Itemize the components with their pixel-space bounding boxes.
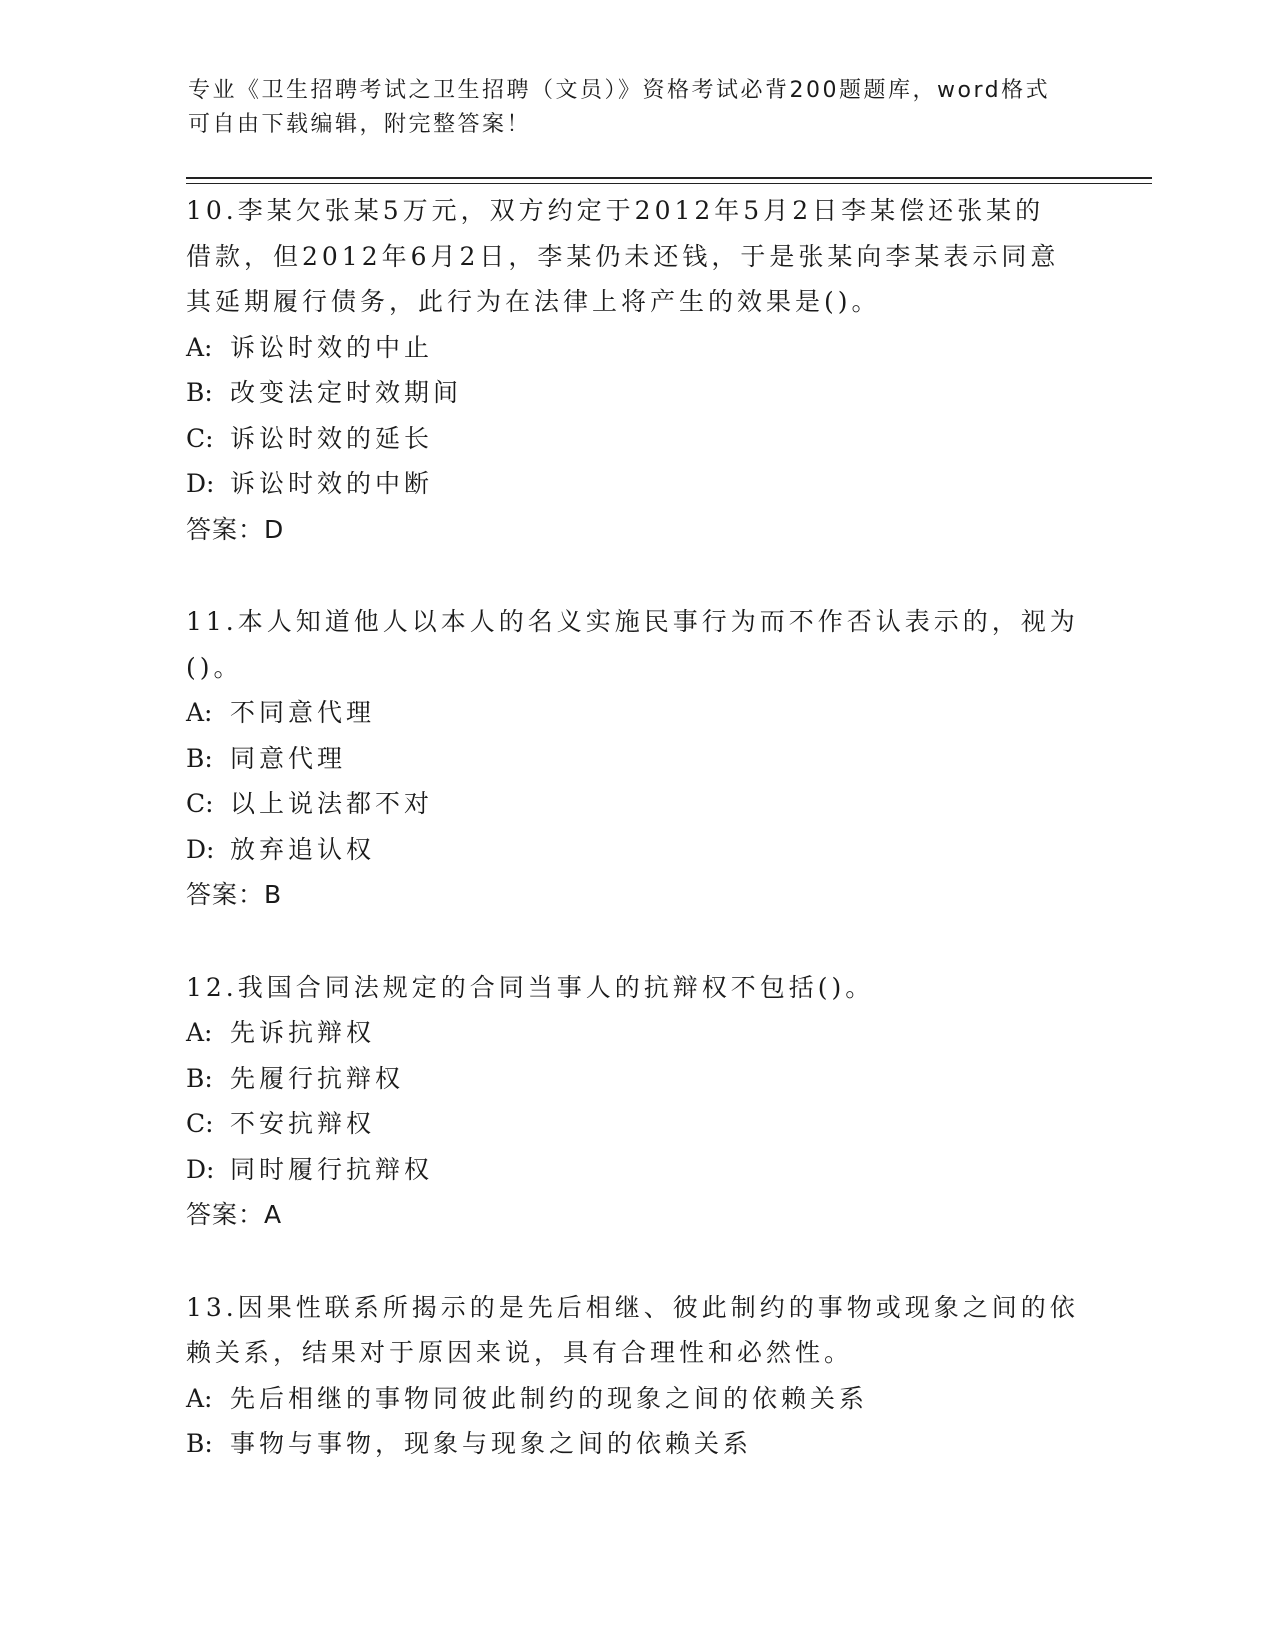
document-header [188,74,1068,142]
option-text: 同时履行抗辩权 [230,1154,434,1184]
option-letter: D: [186,469,215,498]
question-stem-line: ()。 [186,652,243,682]
option-b [186,736,1086,782]
question-stem-line: 借款，但2012年6月2日，李某仍未还钱，于是张某向李某表示同意 [186,241,1060,271]
question-stem-line: 10.李某欠张某5万元，双方约定于2012年5月2日李某偿还张某的 [186,196,1045,225]
header-line-1: 专业《卫生招聘考试之卫生招聘（文员）》资格考试必背200题题库，word格式 [188,78,1051,103]
question-stem-line: 13.因果性联系所揭示的是先后相继、彼此制约的事物或现象之间的依 [186,1292,1079,1322]
option-a [186,325,1086,371]
option-letter: C: [186,1109,214,1138]
option-text: 诉讼时效的中断 [230,469,434,498]
option-letter: A: [186,332,213,362]
option-d [186,461,1086,507]
option-text: 以上说法都不对 [230,789,434,818]
header-line-2: 可自由下载编辑，附完整答案！ [188,112,532,137]
question-12 [186,965,1086,1238]
option-text: 诉讼时效的延长 [230,423,434,453]
option-letter: C: [186,423,214,453]
option-c [186,416,1086,462]
option-a [186,1010,1086,1056]
option-letter: A: [186,1383,213,1413]
question-spacer [186,1238,1086,1285]
option-text: 放弃追认权 [230,834,376,864]
header-rule-thick [186,177,1152,179]
option-d [186,1147,1086,1193]
question-13 [186,1285,1086,1467]
option-b [186,370,1086,416]
option-letter: B: [186,1429,213,1458]
option-b [186,1056,1086,1102]
option-a [186,1376,1086,1422]
question-11 [186,599,1086,918]
option-text: 不安抗辩权 [230,1109,376,1138]
question-stem-line: 12.我国合同法规定的合同当事人的抗辩权不包括()。 [186,972,875,1002]
option-letter: B: [186,378,213,407]
answer-line: 答案：A [186,1200,283,1229]
option-text: 改变法定时效期间 [230,378,463,407]
option-letter: B: [186,743,213,773]
option-letter: A: [186,1018,213,1047]
option-letter: C: [186,789,214,818]
option-text: 先履行抗辩权 [230,1063,405,1093]
option-a [186,690,1086,736]
question-list [186,188,1086,1467]
question-stem-line: 赖关系，结果对于原因来说，具有合理性和必然性。 [186,1338,854,1367]
option-c [186,1101,1086,1147]
option-c [186,781,1086,827]
option-text: 先后相继的事物同彼此制约的现象之间的依赖关系 [230,1383,869,1413]
question-spacer [186,552,1086,599]
option-text: 不同意代理 [230,698,376,727]
option-letter: B: [186,1063,213,1093]
option-b [186,1421,1086,1467]
option-letter: D: [186,834,215,864]
header-rule-thin [186,183,1152,184]
answer-line: 答案：B [186,880,283,909]
option-text: 同意代理 [230,743,347,773]
option-d [186,827,1086,873]
option-text: 先诉抗辩权 [230,1018,376,1047]
question-spacer [186,918,1086,965]
option-text: 诉讼时效的中止 [230,332,434,362]
question-stem-line: 其延期履行债务，此行为在法律上将产生的效果是()。 [186,287,881,316]
option-text: 事物与事物，现象与现象之间的依赖关系 [230,1429,753,1458]
question-10 [186,188,1086,552]
option-letter: D: [186,1154,215,1184]
answer-line: 答案：D [186,514,285,544]
question-stem-line: 11.本人知道他人以本人的名义实施民事行为而不作否认表示的，视为 [186,607,1079,636]
option-letter: A: [186,698,213,727]
